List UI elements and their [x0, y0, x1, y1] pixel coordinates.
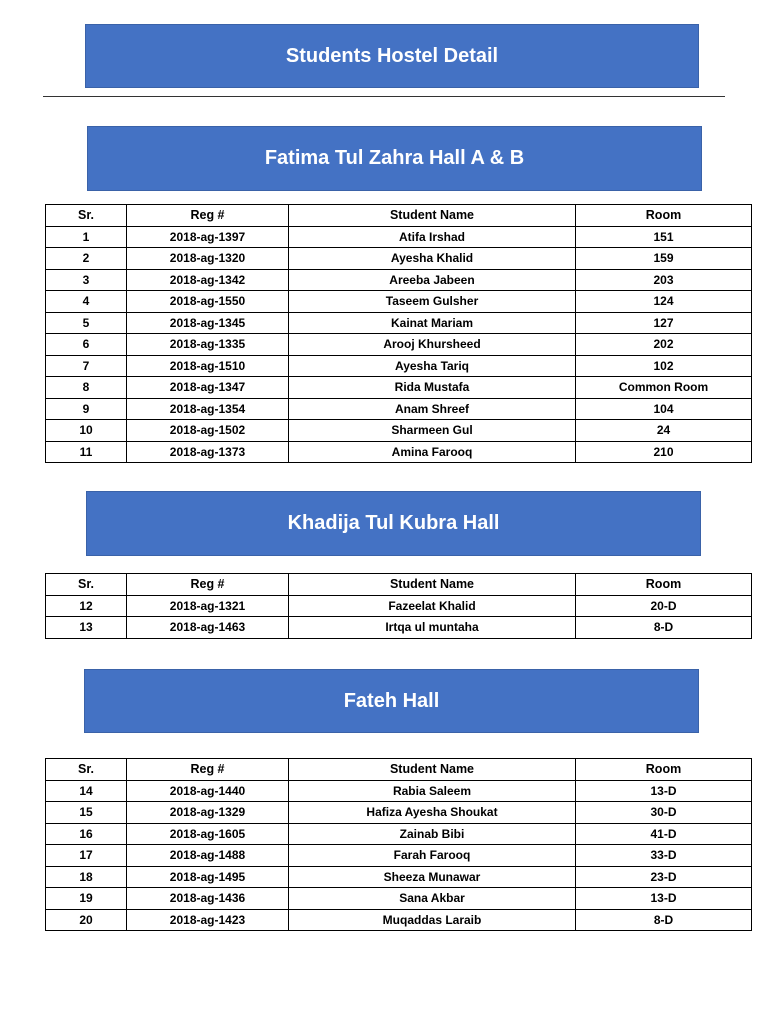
cell-reg: 2018-ag-1502 — [127, 420, 289, 442]
table-row — [46, 398, 752, 420]
cell-sr: 8 — [46, 377, 127, 399]
cell-student-name: Irtqa ul muntaha — [289, 617, 576, 639]
cell-room: 102 — [576, 355, 752, 377]
cell-room: 8-D — [576, 909, 752, 931]
header-reg: Reg # — [127, 205, 289, 227]
cell-student-name: Muqaddas Laraib — [289, 909, 576, 931]
header-room: Room — [576, 574, 752, 596]
cell-room: 24 — [576, 420, 752, 442]
cell-student-name: Areeba Jabeen — [289, 269, 576, 291]
cell-student-name: Hafiza Ayesha Shoukat — [289, 802, 576, 824]
cell-student-name: Ayesha Tariq — [289, 355, 576, 377]
cell-sr: 1 — [46, 226, 127, 248]
cell-reg: 2018-ag-1335 — [127, 334, 289, 356]
cell-reg: 2018-ag-1463 — [127, 617, 289, 639]
hall-table-khadija-tul-kubra — [45, 573, 752, 639]
cell-reg: 2018-ag-1488 — [127, 845, 289, 867]
header-sr: Sr. — [46, 759, 127, 781]
header-room: Room — [576, 205, 752, 227]
cell-room: 159 — [576, 248, 752, 270]
cell-reg: 2018-ag-1423 — [127, 909, 289, 931]
cell-room: 127 — [576, 312, 752, 334]
cell-room: 151 — [576, 226, 752, 248]
cell-sr: 4 — [46, 291, 127, 313]
cell-room: 33-D — [576, 845, 752, 867]
table-row — [46, 226, 752, 248]
cell-sr: 9 — [46, 398, 127, 420]
table-row — [46, 441, 752, 463]
cell-reg: 2018-ag-1495 — [127, 866, 289, 888]
table-row — [46, 617, 752, 639]
cell-room: 13-D — [576, 888, 752, 910]
table-row — [46, 334, 752, 356]
cell-room: 210 — [576, 441, 752, 463]
cell-reg: 2018-ag-1354 — [127, 398, 289, 420]
hall-table-fateh — [45, 758, 752, 931]
cell-room: 30-D — [576, 802, 752, 824]
cell-sr: 20 — [46, 909, 127, 931]
cell-student-name: Sharmeen Gul — [289, 420, 576, 442]
cell-student-name: Rida Mustafa — [289, 377, 576, 399]
cell-room: Common Room — [576, 377, 752, 399]
cell-reg: 2018-ag-1342 — [127, 269, 289, 291]
cell-reg: 2018-ag-1550 — [127, 291, 289, 313]
cell-student-name: Sana Akbar — [289, 888, 576, 910]
header-sr: Sr. — [46, 574, 127, 596]
cell-room: 20-D — [576, 595, 752, 617]
cell-sr: 12 — [46, 595, 127, 617]
header-student-name: Student Name — [289, 759, 576, 781]
hall-table-fatima-tul-zahra — [45, 204, 752, 463]
cell-student-name: Anam Shreef — [289, 398, 576, 420]
cell-room: 202 — [576, 334, 752, 356]
cell-reg: 2018-ag-1440 — [127, 780, 289, 802]
cell-sr: 18 — [46, 866, 127, 888]
cell-sr: 7 — [46, 355, 127, 377]
cell-student-name: Amina Farooq — [289, 441, 576, 463]
cell-room: 41-D — [576, 823, 752, 845]
table-row — [46, 269, 752, 291]
page-title: Students Hostel Detail — [85, 24, 699, 88]
cell-sr: 10 — [46, 420, 127, 442]
table-header-row — [46, 205, 752, 227]
cell-sr: 15 — [46, 802, 127, 824]
table-header-row — [46, 574, 752, 596]
cell-student-name: Atifa Irshad — [289, 226, 576, 248]
cell-room: 104 — [576, 398, 752, 420]
cell-student-name: Sheeza Munawar — [289, 866, 576, 888]
cell-reg: 2018-ag-1321 — [127, 595, 289, 617]
cell-reg: 2018-ag-1397 — [127, 226, 289, 248]
cell-sr: 19 — [46, 888, 127, 910]
table-row — [46, 291, 752, 313]
header-reg: Reg # — [127, 574, 289, 596]
cell-room: 23-D — [576, 866, 752, 888]
cell-sr: 5 — [46, 312, 127, 334]
table-row — [46, 909, 752, 931]
table-row — [46, 312, 752, 334]
cell-reg: 2018-ag-1345 — [127, 312, 289, 334]
cell-room: 8-D — [576, 617, 752, 639]
header-room: Room — [576, 759, 752, 781]
cell-student-name: Fazeelat Khalid — [289, 595, 576, 617]
table-header-row — [46, 759, 752, 781]
cell-reg: 2018-ag-1436 — [127, 888, 289, 910]
cell-reg: 2018-ag-1510 — [127, 355, 289, 377]
divider — [43, 96, 725, 97]
header-student-name: Student Name — [289, 205, 576, 227]
table-row — [46, 823, 752, 845]
cell-student-name: Rabia Saleem — [289, 780, 576, 802]
hall-title-fatima-tul-zahra: Fatima Tul Zahra Hall A & B — [87, 126, 702, 191]
cell-student-name: Farah Farooq — [289, 845, 576, 867]
cell-room: 124 — [576, 291, 752, 313]
cell-sr: 17 — [46, 845, 127, 867]
table-row — [46, 866, 752, 888]
cell-reg: 2018-ag-1329 — [127, 802, 289, 824]
cell-student-name: Kainat Mariam — [289, 312, 576, 334]
cell-student-name: Taseem Gulsher — [289, 291, 576, 313]
table-row — [46, 780, 752, 802]
header-sr: Sr. — [46, 205, 127, 227]
table-row — [46, 845, 752, 867]
header-student-name: Student Name — [289, 574, 576, 596]
table-row — [46, 420, 752, 442]
table-row — [46, 595, 752, 617]
hall-title-khadija-tul-kubra: Khadija Tul Kubra Hall — [86, 491, 701, 556]
cell-sr: 3 — [46, 269, 127, 291]
cell-student-name: Arooj Khursheed — [289, 334, 576, 356]
table-row — [46, 377, 752, 399]
cell-sr: 11 — [46, 441, 127, 463]
header-reg: Reg # — [127, 759, 289, 781]
cell-sr: 6 — [46, 334, 127, 356]
cell-sr: 13 — [46, 617, 127, 639]
cell-student-name: Ayesha Khalid — [289, 248, 576, 270]
cell-reg: 2018-ag-1605 — [127, 823, 289, 845]
hall-title-fateh: Fateh Hall — [84, 669, 699, 733]
cell-sr: 16 — [46, 823, 127, 845]
table-row — [46, 248, 752, 270]
table-row — [46, 355, 752, 377]
cell-reg: 2018-ag-1373 — [127, 441, 289, 463]
cell-sr: 14 — [46, 780, 127, 802]
cell-reg: 2018-ag-1320 — [127, 248, 289, 270]
cell-sr: 2 — [46, 248, 127, 270]
cell-student-name: Zainab Bibi — [289, 823, 576, 845]
cell-room: 13-D — [576, 780, 752, 802]
table-row — [46, 888, 752, 910]
cell-reg: 2018-ag-1347 — [127, 377, 289, 399]
cell-room: 203 — [576, 269, 752, 291]
table-row — [46, 802, 752, 824]
